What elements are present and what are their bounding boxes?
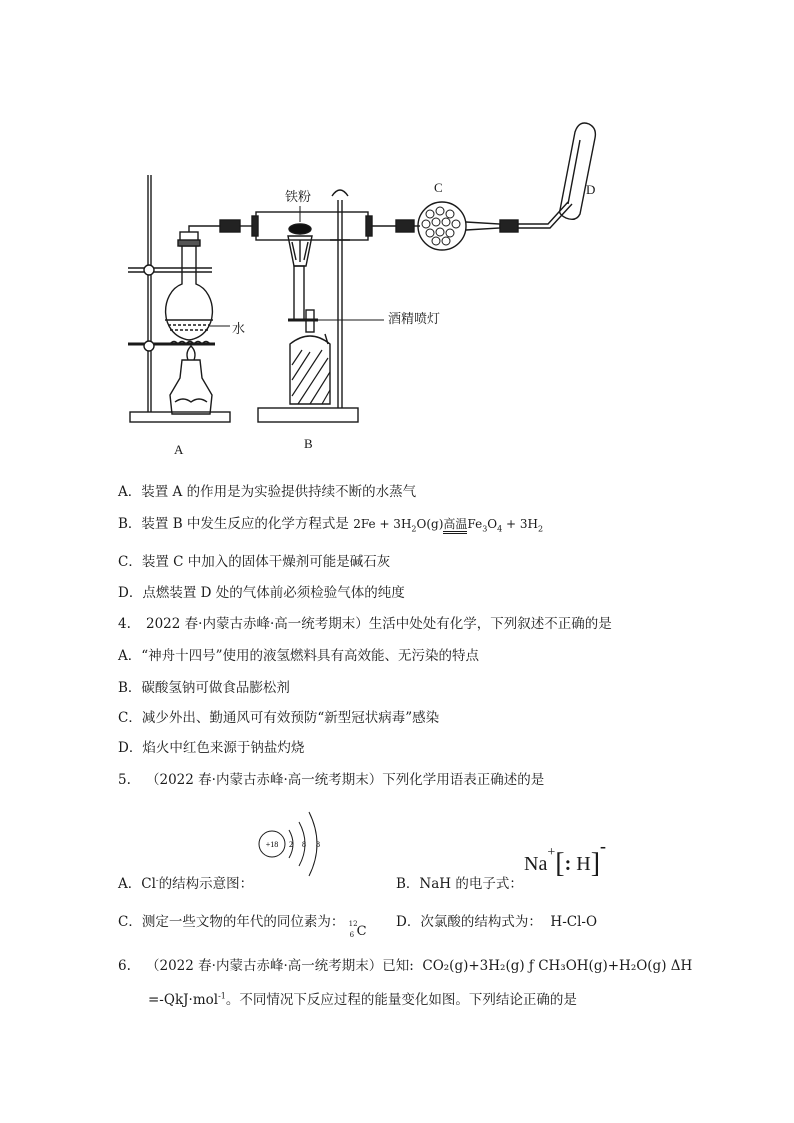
q4-option-d: D．焰火中红色来源于钠盐灼烧	[118, 740, 305, 756]
reaction-equation: $2Fe + 3H_2O(g)$高温$Fe_3O_4 + 3H_2$	[353, 517, 544, 534]
apparatus-figure	[0, 0, 794, 470]
label-water: 水	[232, 321, 246, 336]
label-iron-powder: 铁粉	[285, 189, 312, 204]
q3-option-b: B．装置 B 中发生反应的化学方程式是 $2Fe + 3H_2O(g)$高温$Fe_3O_4 + 3H_2$	[118, 516, 544, 534]
q4-option-c: C．减少外出、勤通风可有效预防“新型冠状病毒”感染	[118, 710, 440, 726]
q5-option-a: A．Cl-的结构示意图：	[118, 875, 254, 892]
atom-nucleus: +18	[265, 840, 279, 849]
atom-shell-2: 8	[302, 840, 306, 849]
q5-option-c: C．测定一些文物的年代的同位素为： 12 6 C	[118, 914, 367, 939]
q4-option-a: A．“神舟十四号”使用的液氢燃料具有高效能、无污染的特点	[118, 648, 480, 664]
q5-option-b: B．NaH 的电子式：	[396, 876, 523, 892]
q3-option-d: D．点燃装置 D 处的气体前必须检验气体的纯度	[118, 585, 405, 601]
q5-option-d: D．次氯酸的结构式为： H-Cl-O	[396, 914, 598, 930]
label-C: C	[434, 180, 443, 195]
q4-option-b: B．碳酸氢钠可做食品膨松剂	[118, 680, 290, 696]
q6-stem: 6. （2022 春·内蒙古赤峰·高一统考期末）已知: CO₂(g)+3H₂(g) ƒ CH₃OH(g)+H₂O(g) ΔH	[118, 958, 693, 974]
q4-stem: 4. 2022 春·内蒙古赤峰·高一统考期末）生活中处处有化学，下列叙述不正确的是	[118, 616, 612, 632]
nah-electron-formula: Na+[: H]-	[524, 836, 607, 879]
q6-stem-line2: =-QkJ·mol$^{-1}$。不同情况下反应过程的能量变化如图。下列结论正确的是	[148, 991, 577, 1008]
q3-option-c: C．装置 C 中加入的固体干燥剂可能是碱石灰	[118, 554, 391, 570]
atom-structure-diagram	[255, 800, 335, 890]
q3-option-a: A．装置 A 的作用是为实验提供持续不断的水蒸气	[118, 484, 417, 500]
label-D: D	[586, 182, 596, 197]
q5-stem: 5. （2022 春·内蒙古赤峰·高一统考期末）下列化学用语表正确述的是	[118, 772, 545, 788]
atom-shell-1: 2	[289, 840, 293, 849]
label-B: B	[304, 436, 313, 451]
label-A: A	[174, 442, 184, 457]
atom-shell-3: 8	[316, 840, 320, 849]
label-lamp: 酒精喷灯	[388, 311, 441, 326]
